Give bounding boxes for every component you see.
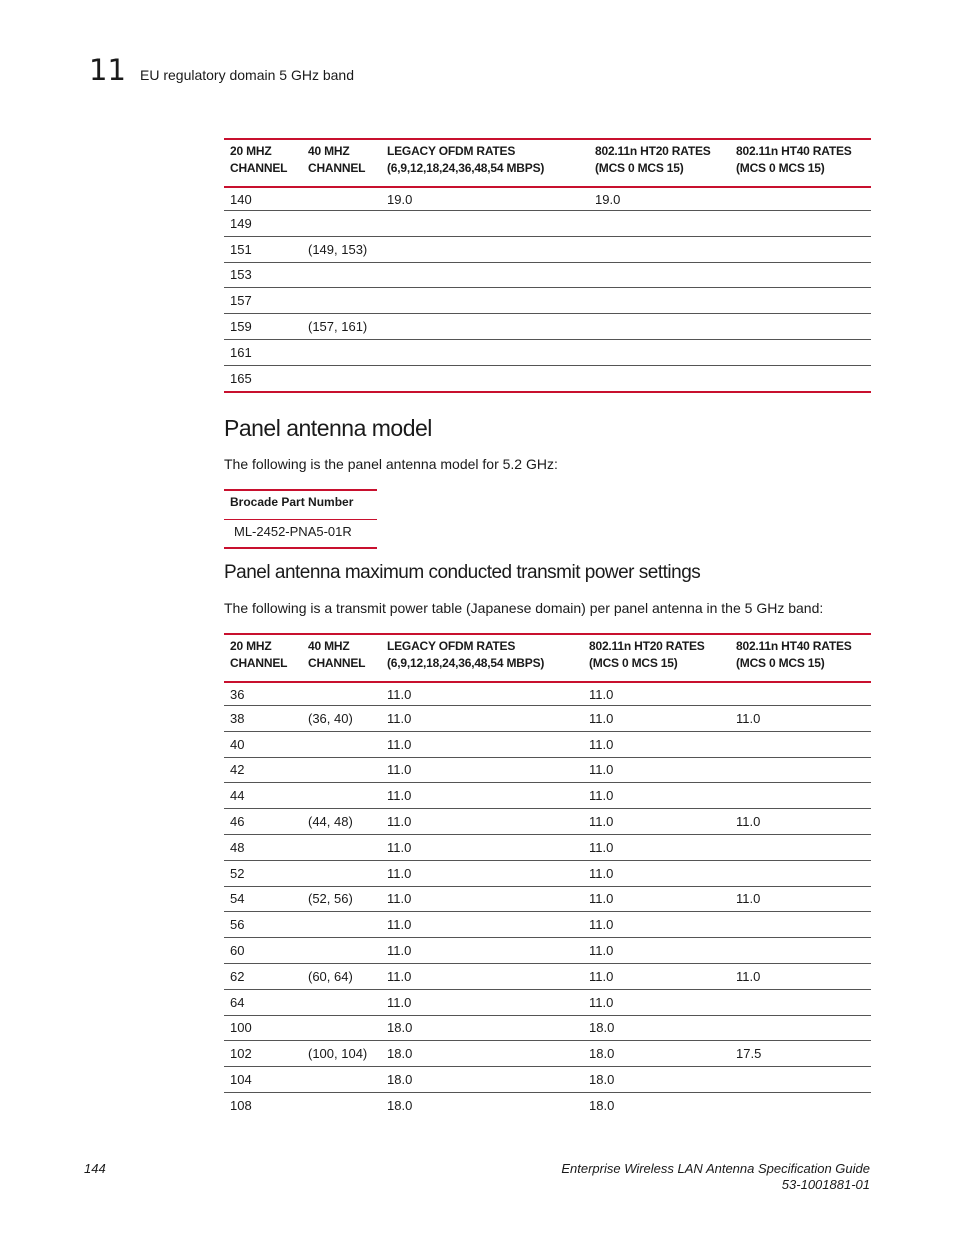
cell-legacy-ofdm: 11.0: [381, 912, 583, 938]
col-header-legacy-ofdm: LEGACY OFDM RATES (6,9,12,18,24,36,48,54 MBPS): [381, 634, 583, 682]
cell-legacy-ofdm: 11.0: [381, 783, 583, 809]
cell-legacy-ofdm: 18.0: [381, 1067, 583, 1093]
cell-20mhz-channel: 159: [224, 314, 302, 340]
cell-ht40: [730, 860, 871, 886]
cell-20mhz-channel: 60: [224, 938, 302, 964]
cell-20mhz-channel: 104: [224, 1067, 302, 1093]
cell-20mhz-channel: 46: [224, 809, 302, 835]
cell-ht20: [589, 211, 730, 237]
cell-legacy-ofdm: [381, 236, 589, 262]
cell-legacy-ofdm: 18.0: [387, 1097, 413, 1113]
cell-ht40: 11.0: [730, 809, 871, 835]
table-row: [224, 187, 871, 211]
cell-20mhz-channel: 64: [224, 989, 302, 1015]
cell-40mhz-channel: (52, 56): [302, 886, 381, 912]
cell-ht20: 11.0: [583, 757, 730, 783]
cell-ht40: [730, 682, 871, 706]
table-row: [224, 989, 871, 1015]
table-row: [224, 211, 871, 237]
cell-ht20: 11.0: [583, 963, 730, 989]
cell-ht20: 11.0: [583, 706, 730, 732]
cell-ht40: [730, 757, 871, 783]
cell-20mhz-channel: 153: [224, 262, 302, 288]
table-row: [224, 809, 871, 835]
cell-ht40: 11.0: [730, 886, 871, 912]
table-row: [224, 682, 871, 706]
cell-20mhz-channel: 44: [224, 783, 302, 809]
cell-ht20: 11.0: [583, 682, 730, 706]
part-number-header: Brocade Part Number: [224, 490, 377, 520]
col-header-legacy-ofdm: LEGACY OFDM RATES (6,9,12,18,24,36,48,54 MBPS): [381, 139, 589, 187]
cell-40mhz-channel: (157, 161): [302, 314, 381, 340]
cell-legacy-ofdm: 11.0: [381, 834, 583, 860]
cell-legacy-ofdm: 11.0: [381, 809, 583, 835]
col-header-ht40: 802.11n HT40 RATES (MCS 0 MCS 15): [730, 634, 871, 682]
part-number-table: [224, 489, 377, 549]
cell-20mhz-channel: 151: [224, 236, 302, 262]
cell-ht20: 11.0: [583, 809, 730, 835]
cell-20mhz-channel: 40: [224, 731, 302, 757]
cell-40mhz-channel: (149, 153): [302, 236, 381, 262]
cell-ht20: [589, 365, 730, 391]
table-row: [224, 938, 871, 964]
cell-20mhz-channel: 165: [224, 365, 302, 391]
cell-40mhz-channel: (36, 40): [302, 706, 381, 732]
cell-ht20: 18.0: [583, 1015, 730, 1041]
cell-40mhz-channel: [302, 682, 381, 706]
cell-40mhz-channel: [302, 339, 381, 365]
cell-legacy-ofdm: [381, 314, 589, 340]
cell-ht20: 11.0: [583, 731, 730, 757]
cell-legacy-ofdm: 19.0: [381, 187, 589, 211]
cell-ht20: [589, 262, 730, 288]
table-row: [224, 1015, 871, 1041]
cell-40mhz-channel: [302, 262, 381, 288]
cell-ht20: [589, 339, 730, 365]
cell-20mhz-channel: 38: [224, 706, 302, 732]
table-row: [224, 886, 871, 912]
cell-ht40: [730, 938, 871, 964]
col-header-ht20: 802.11n HT20 RATES (MCS 0 MCS 15): [583, 634, 730, 682]
cell-ht20: [589, 314, 730, 340]
cell-40mhz-channel: [302, 1067, 381, 1093]
cell-20mhz-channel: 140: [224, 187, 302, 211]
cell-ht20: 11.0: [583, 886, 730, 912]
cell-ht40: [730, 187, 871, 211]
cell-40mhz-channel: [302, 365, 381, 391]
cell-ht40: [730, 1092, 871, 1117]
power-table-eu: [224, 138, 871, 393]
cell-ht20: 19.0: [589, 187, 730, 211]
cell-ht40: [730, 1015, 871, 1041]
cell-ht40: [730, 339, 871, 365]
cell-40mhz-channel: [302, 912, 381, 938]
footer-doc-number: 53-1001881-01: [781, 1177, 870, 1192]
cell-ht40: [730, 365, 871, 391]
cell-ht40: [730, 834, 871, 860]
cell-20mhz-channel: 42: [224, 757, 302, 783]
cell-legacy-ofdm: [381, 365, 589, 391]
cell-40mhz-channel: [302, 989, 381, 1015]
cell-legacy-ofdm: [381, 339, 589, 365]
cell-40mhz-channel: [302, 187, 381, 211]
cell-ht20: 18.0: [589, 1097, 615, 1113]
cell-20mhz-channel: 161: [224, 339, 302, 365]
cell-legacy-ofdm: 11.0: [381, 989, 583, 1015]
power-table-japan: [224, 633, 871, 1118]
cell-20mhz-channel: 62: [224, 963, 302, 989]
cell-legacy-ofdm: [381, 262, 589, 288]
cell-20mhz-channel: 149: [224, 211, 302, 237]
cell-20mhz-channel: 52: [224, 860, 302, 886]
cell-40mhz-channel: (44, 48): [302, 809, 381, 835]
table-row: [224, 365, 871, 391]
table-row: [224, 288, 871, 314]
cell-20mhz-channel: 102: [224, 1041, 302, 1067]
cell-40mhz-channel: [302, 757, 381, 783]
cell-ht40: [730, 236, 871, 262]
cell-ht20: 11.0: [583, 989, 730, 1015]
panel-model-intro: The following is the panel antenna model for 5.2 GHz:: [224, 456, 558, 472]
cell-40mhz-channel: [302, 783, 381, 809]
cell-ht20: [589, 288, 730, 314]
table-row: [224, 1092, 871, 1117]
cell-20mhz-channel: 108: [230, 1097, 252, 1113]
col-header-40mhz: 40 MHZ CHANNEL: [302, 139, 381, 187]
cell-ht40: 17.5: [730, 1041, 871, 1067]
table-row: [224, 757, 871, 783]
cell-ht40: [730, 989, 871, 1015]
cell-legacy-ofdm: [381, 211, 589, 237]
table-row: [224, 783, 871, 809]
cell-40mhz-channel: [302, 1092, 381, 1117]
table-row: [224, 1041, 871, 1067]
section-heading-panel-model: Panel antenna model: [224, 415, 432, 441]
cell-40mhz-channel: [302, 211, 381, 237]
cell-20mhz-channel: 100: [224, 1015, 302, 1041]
table-row: [224, 1067, 871, 1093]
footer-doc-info: [561, 1161, 870, 1193]
section-heading-transmit-power: Panel antenna maximum conducted transmit power settings: [224, 562, 701, 583]
table-row: [224, 912, 871, 938]
cell-40mhz-channel: (100, 104): [302, 1041, 381, 1067]
cell-legacy-ofdm: 18.0: [381, 1041, 583, 1067]
cell-20mhz-channel: 48: [224, 834, 302, 860]
cell-legacy-ofdm: 11.0: [381, 860, 583, 886]
col-header-20mhz: 20 MHZ CHANNEL: [224, 139, 302, 187]
table-row: [224, 262, 871, 288]
table-row: [224, 339, 871, 365]
table-row: [224, 236, 871, 262]
table-row: [224, 314, 871, 340]
table-row: [224, 834, 871, 860]
cell-ht40: [730, 912, 871, 938]
cell-legacy-ofdm: 11.0: [381, 938, 583, 964]
cell-ht40: [730, 288, 871, 314]
cell-ht40: [730, 1067, 871, 1093]
cell-legacy-ofdm: 11.0: [381, 682, 583, 706]
transmit-power-intro: The following is a transmit power table (Japanese domain) per panel antenna in the 5 GHz band:: [224, 600, 824, 616]
cell-ht20: 11.0: [583, 938, 730, 964]
part-number-value: ML-2452-PNA5-01R: [224, 520, 377, 549]
cell-20mhz-channel: 54: [224, 886, 302, 912]
cell-40mhz-channel: [302, 860, 381, 886]
cell-ht40: 11.0: [730, 706, 871, 732]
cell-20mhz-channel: 36: [224, 682, 302, 706]
table-row: [224, 860, 871, 886]
cell-ht40: 11.0: [730, 963, 871, 989]
footer-doc-title: Enterprise Wireless LAN Antenna Specification Guide: [561, 1161, 870, 1176]
page-number: 144: [84, 1161, 106, 1176]
chapter-title: EU regulatory domain 5 GHz band: [140, 67, 354, 83]
cell-ht20: 11.0: [583, 783, 730, 809]
cell-20mhz-channel: 56: [224, 912, 302, 938]
table-row: [224, 706, 871, 732]
cell-legacy-ofdm: 11.0: [381, 731, 583, 757]
cell-40mhz-channel: [302, 731, 381, 757]
cell-legacy-ofdm: 18.0: [381, 1015, 583, 1041]
cell-40mhz-channel: [302, 288, 381, 314]
cell-ht20: 18.0: [583, 1041, 730, 1067]
cell-ht40: [730, 262, 871, 288]
cell-40mhz-channel: [302, 834, 381, 860]
cell-20mhz-channel: 157: [224, 288, 302, 314]
cell-ht40: [730, 211, 871, 237]
cell-ht40: [730, 314, 871, 340]
cell-ht20: 11.0: [583, 834, 730, 860]
cell-legacy-ofdm: 11.0: [381, 963, 583, 989]
cell-40mhz-channel: [302, 938, 381, 964]
cell-legacy-ofdm: 11.0: [381, 706, 583, 732]
cell-ht20: 11.0: [583, 860, 730, 886]
cell-legacy-ofdm: 11.0: [381, 757, 583, 783]
cell-ht20: 11.0: [583, 912, 730, 938]
col-header-ht40: 802.11n HT40 RATES (MCS 0 MCS 15): [730, 139, 871, 187]
cell-ht20: [589, 236, 730, 262]
cell-legacy-ofdm: [381, 288, 589, 314]
cell-legacy-ofdm: 11.0: [381, 886, 583, 912]
cell-40mhz-channel: [302, 1015, 381, 1041]
col-header-40mhz: 40 MHZ CHANNEL: [302, 634, 381, 682]
table-header-row: [224, 139, 871, 187]
cell-ht40: [730, 731, 871, 757]
cell-ht40: [730, 783, 871, 809]
col-header-ht20: 802.11n HT20 RATES (MCS 0 MCS 15): [589, 139, 730, 187]
chapter-number: 11: [89, 53, 126, 87]
table-row: [224, 963, 871, 989]
cell-40mhz-channel: (60, 64): [302, 963, 381, 989]
table-row: [224, 731, 871, 757]
table-header-row: [224, 634, 871, 682]
col-header-20mhz: 20 MHZ CHANNEL: [224, 634, 302, 682]
cell-ht20: 18.0: [583, 1067, 730, 1093]
